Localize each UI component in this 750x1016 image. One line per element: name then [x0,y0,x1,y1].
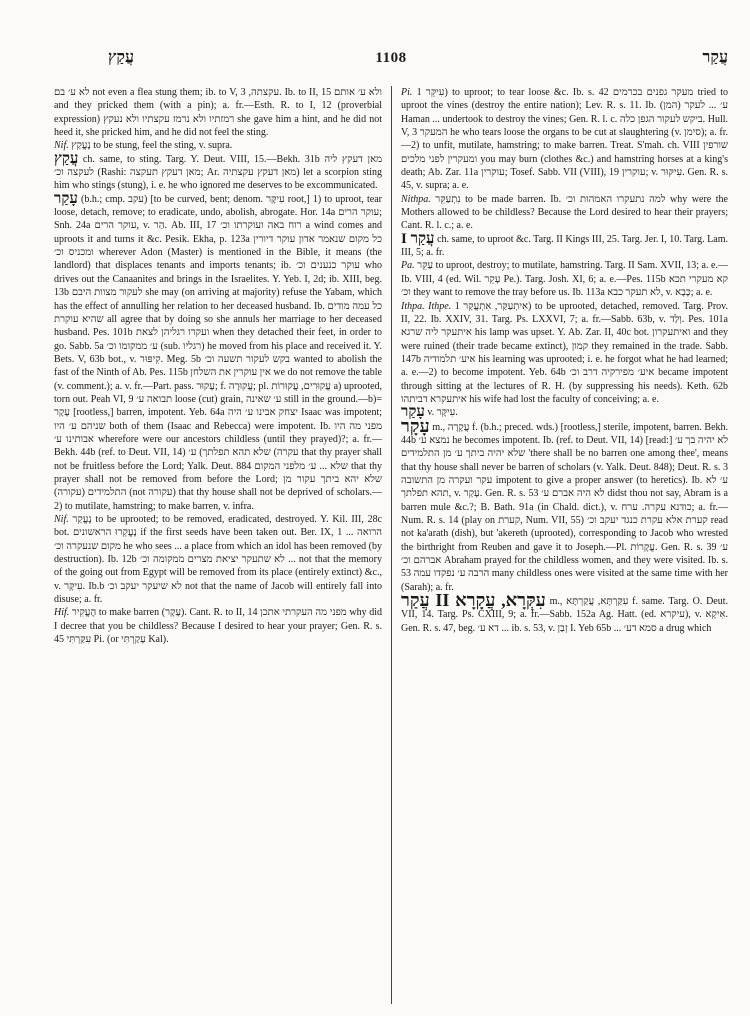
left-column [54,86,391,1004]
entry-text: v. עִיקָּר. [427,407,458,419]
headword: עָקַר [401,404,425,421]
entry-text: (b.h.; cmp. עקב) [to be curved, bent; denom. עִיקָּר root,] 1) to uproot, tear loose, detach, remove; to eradicate, undo, abolish, abrogate. Hor. 14a עוקר הרים; Snh. 24a עוקר הרים, v. הַר. Ab. III, 17 רוח באה ועוקרתו וכ׳ a wind comes and uproots it and turns it &c. Pesik. Ekha, p. 123a כל מקום שנאמר אדון עוקר דיורין ומכניס וכ׳ wherever Adon (Master) is mentioned in the Bible, it means (the landlord) that displaces tenants and imports tenants; ib. עוקר כנענים וכ׳ who drives out the Canaanites and brings in the Israelites. Y. Yeb. I, 2d; ib. XIII, beg. 13b לעקור מצוות היבם she may (on arriving at majority) refuse the Yabam, which has the effect of annulling her relation to her deceased husband. Ib. כל עמה מודים שהיא עוקרת all agree that by doing so she annuls her marriage to her deceased husband. Pes. 101b ועקרו רגליהן לצאת when they detached their feet, in order to go. Sabb. 5a ע׳ ממקומו וכ׳ (sub. רגליו) he moved from his place and received it. Y. Bets. V, 63b bot., v. קִיפּוּר. Meg. 5b בקש לעקור תשעה וכ׳ wanted to abolish the fast of the Ninth of Ab. Pes. 115b אין עוקרין את השלחן we do not remove the table (v. comment.); a. v. fr.—Part. pass. עָקוּר; f. עֲקוּרָה; pl. עֲקוּרִים, עֲקוּרוֹת a) uprooted, torn out. Peah VI, 9 תבואה ע׳ loose (cut) grain, ע׳ שאינה still in the ground.—b)= עָקָר [rootless,] barren, impotent. Yeb. 64a יצחק אבינו ע׳ היה Isaac was impotent; שניהם ע׳ היו both of them (Isaac and Rebecca) were impotent. Ib. מפני מה היו אבותינו ע׳ wherefore were our ancestors childless (until they prayed)?; a. fr.—Bekh. 44b (ref. to Deut. VII, 14) עקרה) שלא תהא תפלתך) ע׳ that thy prayer shall not be fruitless before the Lord; Yalk. Deut. 884 שלא ... ע׳ מלפני המקום that thy prayer shall not be removed from before the Lord; שלא יהא ביתך עקור מן התלמידים (עקורה) (not עקורה) that thy house shall not be deprived of scholars.—2) to mutilate, hamstring; to make barren, v. infra. [54,193,383,512]
entry-akar [54,190,383,513]
entry-text: הֶעֱקִיר to make barren (עָקָר). Cant. R. to II, 14 מפני מה העקרתי אתכן why did I decree that you be childless? Because I desired to hear your prayer; Gen. R. s. 45 עִקַּרְתִּי Pi. (or עָקַרְתִּי Kal). [54,607,383,646]
headword: עָקַר [54,190,78,207]
stem-label: Hif. [54,607,70,619]
stem-label: Pi. [401,87,413,98]
entry-pi [401,86,728,193]
page-number: 1108 [375,49,407,66]
entry-text: m., עִקַּרְתָּא, עֲקַרְתָּא f. same. Targ. O. Deut. VII, 14. Targ. Ps. CXIII, 9; a. fr.—Sabb. 152a Ag. Hatt. (ed. עיקרא), v. אִיקָא. Gen. R. s. 47, beg. דא ע׳ ... ib. s. 53, v. זְבַן I. Yeb 65b ... סמא דע׳ a drug which [401,596,728,634]
entry-akar-i-ch [401,230,728,260]
stem-label: Nif. [54,514,69,525]
running-head [54,46,728,70]
running-head-right-word: עֲקַר [702,49,728,66]
headword: עִקְּרָא, עֲקָרָא II עֲקַר [401,590,546,611]
entry-akra-ii [401,590,728,635]
entry-akar-cross-ref [401,406,728,419]
stem-label: Pa. [401,260,415,272]
entry-text: נֶעֱקַץ to be stung, feel the sting, v. supra. [71,140,233,152]
entry-continuation [54,86,382,139]
entry-akar-barren [401,415,728,594]
entry-text: לא ע׳ בם not even a flea stung them; ib. to V, 3 ,עקצתה. Ib. to II, 15 ולא ע׳ אותם and they pricked them (with a pin); a. fr.—Esth. R. to I, 12 (proverbial expression) רמזתיו ולא נרמז עקצתיו ולא נעקץ she gave him a hint, and he did not heed it, she pricked him, and he did not feel the sting. [54,87,382,139]
entry-text: נֶעֱקַר to be uprooted; to be removed, eradicated, destroyed. Y. Kil. III, 28c bot. נֶעֱקְרוּ הראשונים if the first seeds have been taken out. Ber. IX, 1 ... הרואה מקום שנעקרה וכ׳ he who sees ... a place from which an idol has been removed (by destruction). Ib. 12b לא שתעקר יציאת מצרים ממקומה וכ׳ ... not that the memory of the going out from Egypt will be removed from its place (entirely extinct) &c., v. עִיקָּר. Ib.b לא שיעקר יעקב וכ׳ not that the name of Jacob will entirely fall into disuse; a. fr. [54,514,383,606]
entry-pa [401,259,728,299]
stem-label: Nithpa. [401,193,431,205]
stem-label: Ithpa. Ithpe. [401,300,452,312]
entry-nithpa [401,193,728,233]
headword: עָקָר [401,415,430,436]
entry-text: עִיקֵּר 1) to uproot; to tear loose &c. Ib. s. 42 מעקר גפנים בכרמים tried to uproot the vines (destroy the entire nation); Lev. R. s. 11. Ib. ע׳ ... לעקר (המן) Haman ... undertook to destroy the vines; Gen. R. l. c. ביקש לעקור הגפן כלה. Hull. V, 3 המעקר he who tears loose the organs to be cut at slaughtering (v. סימן); a. fr.—2) to unfit, mutilate, hamstring; to make barren. Treat. S'mah. ch. VIII שורפין ומעקרין לפני מלכים you may burn (clothes &c.) and hamstring horses at a king's death; Ab. Zar. 11a עוקרין; Tosef. Sabb. VII (VIII), 19 עוקרין; v. עִיקּוּר. Gen. R. s. 45, v. supra; a. e. [401,87,728,192]
headword: עֲקַץ [54,150,79,167]
right-column [391,86,728,1004]
stem-label: Nif. [54,140,69,152]
entry-text: אִיתְעַקַּר, אִתְעֲקַר 1) to be uprooted, detached, removed. Targ. Prov. II, 22. Ib. XXIV, 31. Targ. Ps. LXXVI, 7; a. fr.—Sabb. 63b, v. וְלַד. Pes. 101a איתעקר ליה שרגא his lamp was upset. Y. Ab. Zar. II, 40c bot. ואיתעקרון and they were ruined (their trade became extinct), קמון they remained in the trade. Sabb. 147b איע׳ תלמודיה his learning was uprooted; i. e. he forgot what he had learned; a. e.—2) to become impotent. Yeb. 64b איע׳ מפירקיה דרב וכ׳ became impotent through sitting at the lectures of R. H. (by suppressing his needs). Keth. 62b איתעקרא דביתהו his wife had lost the faculty of conceiving; a. e. [401,300,728,405]
entry-text: ch. same, to uproot &c. Targ. II Kings III, 25. Targ. Jer. I, 10. Targ. Lam. III, 5; a. fr. [401,233,728,259]
entry-akats-ch [54,150,383,193]
entry-text: עַקֵּר to uproot, destroy; to mutilate, hamstring. Targ. II Sam. XVII, 13; a. e.—Ib. VIII, 4 (ed. Wil. עָקֵר Pe.). Targ. Josh. XI, 6; a. e.—Pes. 115b קא מעקרי תכא וכ׳ they want to remove the tray before us. Ib. 113a לא תעקר כבא, v. כָּבָא; a. e. [401,260,728,299]
headword: עֲקַר I [401,230,435,247]
entry-nif [54,139,382,152]
entry-nif-neekar [54,513,382,606]
entry-text: ch. same, to sting. Targ. Y. Deut. VIII, 15.—Bekh. 31b מאן דעקץ ליה לעקצה וכ׳ (Rashi: מאן דעקץ תעקצה; Ar. מאן דעקץ עקצתיה) let a scorpion sting him who stings (stung), i. e. he who ignored me deserves to be excommunicated. [54,153,383,192]
text-columns [54,86,728,1004]
running-head-left-word: עֲקַץ [108,49,134,66]
entry-hif [54,606,382,646]
entry-text: נִתְעַקֵּר to be made barren. Ib. למה נתעקרו האמהות וכ׳ why were the Mothers allowed to be childless? Because the Lord desired to hear their prayers; Cant. R. l. c.; a. e. [401,193,728,232]
entry-text: m., עֲקָרָה f. (b.h.; preced. wds.) [rootless,] sterile, impotent, barren. Bekh. 44b נמצא ע׳ he becomes impotent. Ib. (ref. to Deut. VII, 14) [read:] לא יהיה בך ע׳ שלא יהיה ביתך ע׳ מן התלמידים 'there shall be no barren one among thee', means that thy house shall never be barren of scholars (v. Yalk. Deut. 848); Deut. R. s. 3 עקר ועקרה מן התשובה impotent to give a proper answer (to heretics). Ib. ע׳ לא תהא תפלתך, v. עָקַר. Gen. R. s. 53 לא היה אברם ע׳ didst thou not say, Abram is a barren mule &c.?; B. Bath. 91a (in Chald. dict.), v. כודנא עקרה. ערח; a. fr.—Num. R. s. 14 (play on קערת, Num. VII, 55) קערת אלא עקרת כנגד יעקב וכ׳ read not ka'arath (dish), but 'akereth (uprooted), corresponding to Jacob who wrested the birthright from Reuben and gave it to Joseph.—Pl. עֲקָרוֹת. Gen. R. s. 39 ע׳ אברהם וכ׳ Abraham prayed for the childless women, and they were visited. Ib. s. 53 הרבה ע׳ נפקדו עמה many childless ones were visited at the same time with her (Sarah); a. fr. [401,421,728,593]
entry-ithpa [401,300,728,407]
